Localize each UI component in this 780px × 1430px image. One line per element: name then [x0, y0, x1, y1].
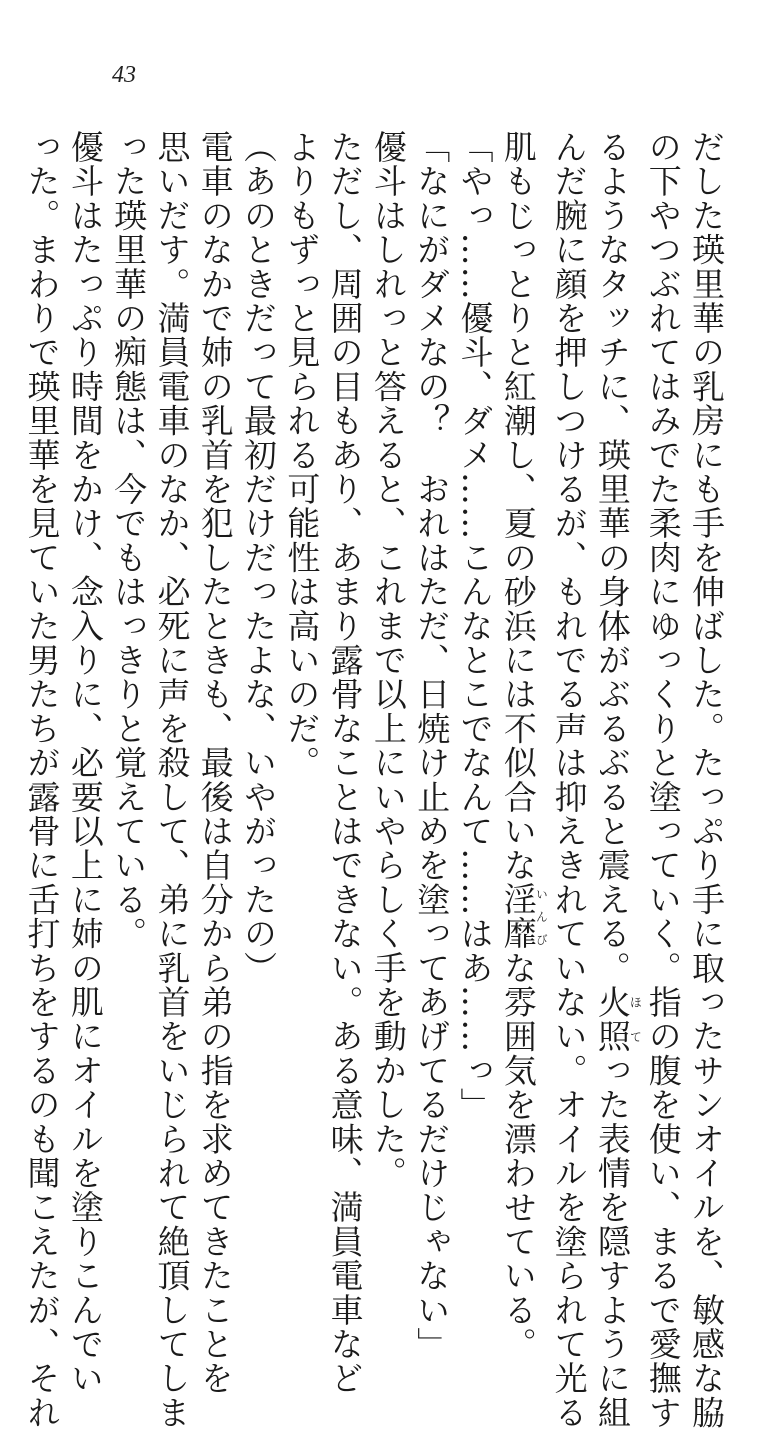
- text-line: るようなタッチに、瑛里華の身体がぶるぶると震える。火照ほてった表情を隠すように組: [592, 130, 643, 1430]
- text-line: （あのときだって最初だけだったよな、いやがったの）: [239, 130, 279, 985]
- page-number: 43: [112, 62, 136, 88]
- body-text: [22, 130, 728, 1430]
- ruby-base: 火照: [592, 985, 632, 1054]
- ruby-reading: ほて: [628, 985, 643, 1054]
- text-line: 「なにがダメなの？ おれはただ、日焼け止めを塗ってあげてるだけじゃない」: [412, 130, 452, 1362]
- text-line: 肌もじっとりと紅潮し、夏の砂浜には不似合いな淫靡いんびな雰囲気を漂わせている。: [498, 130, 549, 1362]
- ruby-reading: いんび: [534, 882, 549, 951]
- text-line: んだ腕に顔を押しつけるが、もれでる声は抑えきれていない。オイルを塗られて光る: [549, 130, 589, 1430]
- text-line: った瑛里華の痴態は、今でもはっきりと覚えている。: [109, 130, 149, 951]
- ruby-base: 淫靡: [498, 882, 538, 951]
- text-line: の下やつぶれてはみでた柔肉にゆっくりと塗っていく。指の腹を使い、まるで愛撫す: [643, 130, 683, 1430]
- text-line: った。まわりで瑛里華を見ていた男たちが露骨に舌打ちをするのも聞こえたが、それ: [22, 130, 62, 1430]
- text-line: だした瑛里華の乳房にも手を伸ばした。たっぷり手に取ったサンオイルを、敏感な脇: [687, 130, 726, 1430]
- text-line: 電車のなかで姉の乳首を犯したときも、最後は自分から弟の指を求めてきたことを: [195, 130, 235, 1396]
- text-line: 「やっ……優斗、ダメ……こんなとこでなんて……はあ……っ」: [455, 130, 495, 1122]
- text-line: 優斗はたっぷり時間をかけ、念入りに、必要以上に姉の肌にオイルを塗りこんでい: [65, 130, 105, 1396]
- text-line: よりもずっと見られる可能性は高いのだ。: [282, 130, 322, 780]
- text-line: 優斗はしれっと答えると、これまで以上にいやらしく手を動かした。: [368, 130, 408, 1191]
- text-line: 思いだす。満員電車のなか、必死に声を殺して、弟に乳首をいじられて絶頂してしま: [152, 130, 192, 1430]
- text-line: ただし、周囲の目もあり、あまり露骨なことはできない。ある意味、満員電車など: [325, 130, 365, 1396]
